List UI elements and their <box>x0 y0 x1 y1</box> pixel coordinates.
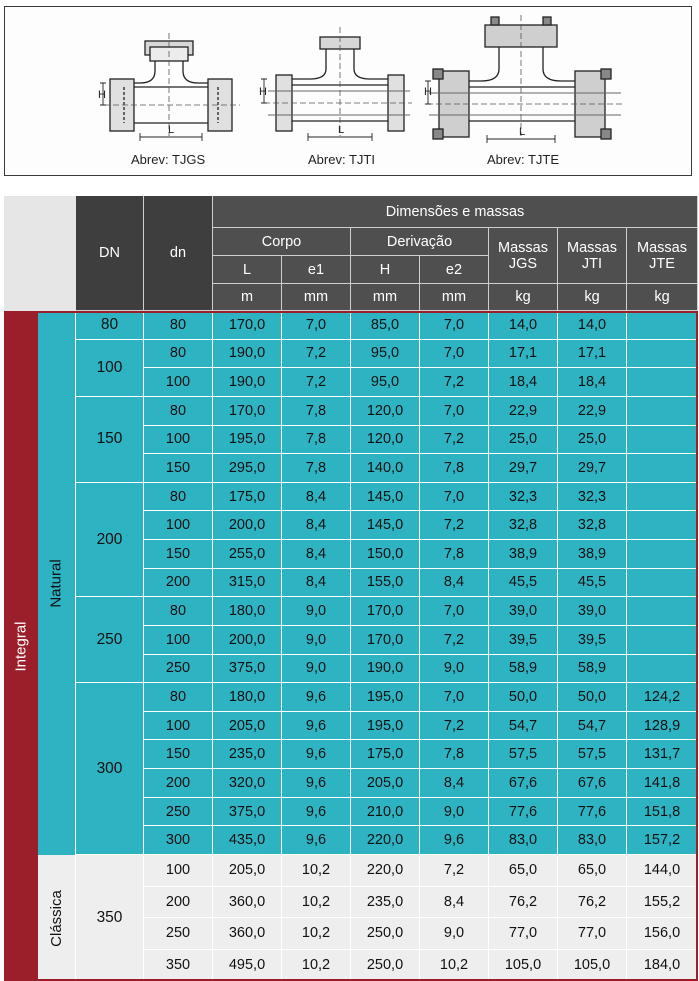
band-natural-label: Natural <box>48 558 66 608</box>
table-cell: 250,0 <box>351 918 420 950</box>
tee-tjgs-drawing <box>100 11 245 146</box>
header-dn-small: dn <box>144 196 213 311</box>
table-cell: 18,4 <box>489 368 558 397</box>
cell-massa-jte <box>627 655 698 684</box>
table-cell: 205,0 <box>213 712 282 741</box>
cell-dn-group: 80 <box>76 311 144 340</box>
table-cell: 495,0 <box>213 950 282 981</box>
table-cell: 145,0 <box>351 483 420 512</box>
table-cell: 77,0 <box>489 918 558 950</box>
table-cell: 50,0 <box>558 683 627 712</box>
table-cell: 7,0 <box>420 483 489 512</box>
cell-dn-small: 80 <box>144 683 213 712</box>
table-cell: 39,0 <box>558 597 627 626</box>
table-cell: 7,8 <box>282 397 351 426</box>
table-cell: 9,0 <box>282 655 351 684</box>
header-e2: e2 <box>420 256 489 284</box>
cell-dn-small: 200 <box>144 569 213 598</box>
cell-dn-small: 100 <box>144 426 213 455</box>
table-cell: 45,5 <box>558 569 627 598</box>
table-cell: 7,8 <box>282 426 351 455</box>
table-cell: 8,4 <box>282 511 351 540</box>
table-cell: 320,0 <box>213 769 282 798</box>
table-cell: 190,0 <box>213 368 282 397</box>
table-cell: 22,9 <box>489 397 558 426</box>
table-cell: 190,0 <box>351 655 420 684</box>
cell-massa-jte <box>627 340 698 369</box>
cell-dn-group: 150 <box>76 397 144 483</box>
band-natural <box>38 311 76 855</box>
table-cell: 10,2 <box>282 918 351 950</box>
cell-dn-small: 350 <box>144 950 213 981</box>
cell-dn-small: 250 <box>144 655 213 684</box>
table-cell: 29,7 <box>489 454 558 483</box>
table-cell: 175,0 <box>213 483 282 512</box>
table-cell: 195,0 <box>351 683 420 712</box>
cell-dn-small: 150 <box>144 740 213 769</box>
cell-dn-group: 300 <box>76 683 144 855</box>
table-cell: 77,6 <box>558 798 627 827</box>
header-massa-jgs-label: Massas JGS <box>498 239 548 272</box>
table-cell: 195,0 <box>213 426 282 455</box>
table-cell: 7,2 <box>420 855 489 887</box>
cell-massa-jte <box>627 454 698 483</box>
table-cell: 295,0 <box>213 454 282 483</box>
header-massa-jti <box>558 228 627 284</box>
table-cell: 65,0 <box>558 855 627 887</box>
table-cell: 18,4 <box>558 368 627 397</box>
table-cell: 10,2 <box>282 887 351 919</box>
table-cell: 57,5 <box>489 740 558 769</box>
header-e1: e1 <box>282 256 351 284</box>
table-cell: 9,6 <box>282 826 351 855</box>
table-cell: 7,2 <box>420 511 489 540</box>
table-cell: 9,6 <box>282 798 351 827</box>
table-cell: 32,3 <box>558 483 627 512</box>
unit-e2: mm <box>420 284 489 311</box>
table-cell: 7,8 <box>420 454 489 483</box>
table-cell: 32,8 <box>489 511 558 540</box>
table-cell: 76,2 <box>489 887 558 919</box>
table-cell: 85,0 <box>351 311 420 340</box>
cell-dn-small: 80 <box>144 397 213 426</box>
cell-massa-jte <box>627 626 698 655</box>
cell-massa-jte: 141,8 <box>627 769 698 798</box>
table-cell: 7,0 <box>420 340 489 369</box>
table-cell: 54,7 <box>558 712 627 741</box>
table-cell: 67,6 <box>558 769 627 798</box>
tee-tjti-drawing <box>260 11 415 146</box>
band-integral-label: Integral <box>12 620 30 672</box>
table-cell: 8,4 <box>282 569 351 598</box>
table-cell: 39,0 <box>489 597 558 626</box>
table-cell: 10,2 <box>282 855 351 887</box>
table-cell: 58,9 <box>489 655 558 684</box>
table-cell: 7,2 <box>282 340 351 369</box>
figure-h-label: H <box>259 86 267 98</box>
cell-massa-jte <box>627 511 698 540</box>
table-cell: 180,0 <box>213 597 282 626</box>
cell-dn-small: 100 <box>144 368 213 397</box>
cell-dn-small: 150 <box>144 454 213 483</box>
cell-massa-jte: 184,0 <box>627 950 698 981</box>
table-cell: 9,6 <box>420 826 489 855</box>
band-classica <box>38 855 76 981</box>
table-cell: 190,0 <box>213 340 282 369</box>
band-integral <box>4 311 38 981</box>
table-cell: 67,6 <box>489 769 558 798</box>
cell-massa-jte: 128,9 <box>627 712 698 741</box>
cell-dn-small: 100 <box>144 855 213 887</box>
table-cell: 235,0 <box>351 887 420 919</box>
header-massa-jti-label: Massas JTI <box>567 239 617 272</box>
table-cell: 205,0 <box>213 855 282 887</box>
dimensions-table <box>4 196 698 981</box>
table-cell: 7,0 <box>420 597 489 626</box>
header-derivacao: Derivação <box>351 228 489 256</box>
cell-massa-jte <box>627 597 698 626</box>
cell-dn-small: 150 <box>144 540 213 569</box>
cell-massa-jte <box>627 311 698 340</box>
table-cell: 8,4 <box>282 483 351 512</box>
table-cell: 7,8 <box>420 540 489 569</box>
table-cell: 7,2 <box>420 368 489 397</box>
table-cell: 45,5 <box>489 569 558 598</box>
cell-dn-small: 250 <box>144 918 213 950</box>
table-cell: 10,2 <box>420 950 489 981</box>
table-cell: 140,0 <box>351 454 420 483</box>
unit-massa-jte: kg <box>627 284 698 311</box>
table-cell: 7,0 <box>282 311 351 340</box>
table-cell: 7,8 <box>282 454 351 483</box>
table-cell: 105,0 <box>558 950 627 981</box>
unit-massa-jgs: kg <box>489 284 558 311</box>
cell-dn-small: 80 <box>144 483 213 512</box>
table-cell: 7,2 <box>420 712 489 741</box>
header-dimensoes-massas: Dimensões e massas <box>213 196 698 228</box>
table-cell: 17,1 <box>558 340 627 369</box>
cell-dn-small: 100 <box>144 712 213 741</box>
figure-l-label: L <box>168 124 175 136</box>
table-cell: 7,2 <box>282 368 351 397</box>
table-cell: 200,0 <box>213 626 282 655</box>
cell-massa-jte <box>627 397 698 426</box>
table-cell: 38,9 <box>489 540 558 569</box>
cell-dn-small: 250 <box>144 798 213 827</box>
figure-l-label: L <box>338 124 345 136</box>
header-H: H <box>351 256 420 284</box>
cell-massa-jte: 144,0 <box>627 855 698 887</box>
table-cell: 8,4 <box>420 769 489 798</box>
table-cell: 435,0 <box>213 826 282 855</box>
table-cell: 200,0 <box>213 511 282 540</box>
figure-l-label: L <box>519 126 526 138</box>
cell-dn-small: 200 <box>144 887 213 919</box>
cell-dn-group: 100 <box>76 340 144 397</box>
unit-massa-jti: kg <box>558 284 627 311</box>
table-cell: 9,6 <box>282 712 351 741</box>
table-cell: 170,0 <box>351 597 420 626</box>
table-cell: 170,0 <box>351 626 420 655</box>
table-cell: 7,8 <box>420 740 489 769</box>
table-cell: 7,2 <box>420 426 489 455</box>
table-cell: 54,7 <box>489 712 558 741</box>
table-cell: 170,0 <box>213 311 282 340</box>
cell-massa-jte <box>627 483 698 512</box>
table-cell: 7,0 <box>420 683 489 712</box>
unit-L: m <box>213 284 282 311</box>
cell-massa-jte: 157,2 <box>627 826 698 855</box>
table-cell: 10,2 <box>282 950 351 981</box>
table-cell: 205,0 <box>351 769 420 798</box>
table-cell: 375,0 <box>213 798 282 827</box>
header-massa-jte-label: Massas JTE <box>637 239 687 272</box>
cell-massa-jte <box>627 368 698 397</box>
header-massa-jgs <box>489 228 558 284</box>
table-cell: 39,5 <box>489 626 558 655</box>
table-cell: 235,0 <box>213 740 282 769</box>
table-cell: 7,0 <box>420 311 489 340</box>
tee-tjte-drawing <box>425 11 625 146</box>
table-grid <box>4 196 698 981</box>
table-cell: 32,3 <box>489 483 558 512</box>
figure-caption-tjgs: Abrev: TJGS <box>131 152 206 167</box>
table-cell: 95,0 <box>351 340 420 369</box>
cell-dn-small: 80 <box>144 340 213 369</box>
table-cell: 9,6 <box>282 683 351 712</box>
table-cell: 220,0 <box>351 855 420 887</box>
header-L: L <box>213 256 282 284</box>
table-cell: 120,0 <box>351 426 420 455</box>
table-cell: 9,0 <box>420 655 489 684</box>
cell-dn-group: 250 <box>76 597 144 683</box>
table-cell: 180,0 <box>213 683 282 712</box>
table-cell: 7,0 <box>420 397 489 426</box>
table-cell: 210,0 <box>351 798 420 827</box>
table-cell: 14,0 <box>558 311 627 340</box>
table-cell: 360,0 <box>213 918 282 950</box>
table-cell: 195,0 <box>351 712 420 741</box>
table-cell: 105,0 <box>489 950 558 981</box>
table-cell: 39,5 <box>558 626 627 655</box>
table-cell: 22,9 <box>558 397 627 426</box>
header-dn: DN <box>76 196 144 311</box>
cell-massa-jte: 155,2 <box>627 887 698 919</box>
table-cell: 25,0 <box>489 426 558 455</box>
table-cell: 360,0 <box>213 887 282 919</box>
cell-dn-small: 300 <box>144 826 213 855</box>
cell-dn-group: 200 <box>76 483 144 598</box>
table-cell: 8,4 <box>420 569 489 598</box>
table-cell: 175,0 <box>351 740 420 769</box>
table-cell: 9,0 <box>282 626 351 655</box>
table-cell: 250,0 <box>351 950 420 981</box>
table-cell: 220,0 <box>351 826 420 855</box>
unit-e1: mm <box>282 284 351 311</box>
table-cell: 77,6 <box>489 798 558 827</box>
cell-massa-jte <box>627 569 698 598</box>
figure-h-label: H <box>424 86 432 98</box>
unit-H: mm <box>351 284 420 311</box>
cell-massa-jte: 156,0 <box>627 918 698 950</box>
cell-dn-small: 100 <box>144 511 213 540</box>
table-cell: 8,4 <box>282 540 351 569</box>
table-cell: 95,0 <box>351 368 420 397</box>
figure-caption-tjte: Abrev: TJTE <box>487 152 560 167</box>
table-cell: 50,0 <box>489 683 558 712</box>
cell-dn-small: 200 <box>144 769 213 798</box>
table-cell: 375,0 <box>213 655 282 684</box>
table-cell: 170,0 <box>213 397 282 426</box>
table-cell: 83,0 <box>489 826 558 855</box>
table-cell: 155,0 <box>351 569 420 598</box>
table-cell: 9,0 <box>282 597 351 626</box>
table-cell: 145,0 <box>351 511 420 540</box>
cell-massa-jte: 131,7 <box>627 740 698 769</box>
cell-massa-jte <box>627 426 698 455</box>
table-cell: 29,7 <box>558 454 627 483</box>
cell-dn-group: 350 <box>76 855 144 981</box>
figure-h-label: H <box>98 89 106 101</box>
table-cell: 14,0 <box>489 311 558 340</box>
table-cell: 58,9 <box>558 655 627 684</box>
cell-massa-jte: 151,8 <box>627 798 698 827</box>
figure-caption-tjti: Abrev: TJTI <box>308 152 375 167</box>
table-cell: 255,0 <box>213 540 282 569</box>
table-cell: 120,0 <box>351 397 420 426</box>
table-cell: 76,2 <box>558 887 627 919</box>
cell-dn-small: 80 <box>144 311 213 340</box>
table-cell: 57,5 <box>558 740 627 769</box>
table-cell: 7,2 <box>420 626 489 655</box>
table-cell: 8,4 <box>420 887 489 919</box>
cell-massa-jte: 124,2 <box>627 683 698 712</box>
figure-panel <box>4 6 692 176</box>
table-cell: 9,0 <box>420 798 489 827</box>
table-cell: 77,0 <box>558 918 627 950</box>
table-cell: 25,0 <box>558 426 627 455</box>
table-cell: 9,6 <box>282 740 351 769</box>
table-cell: 38,9 <box>558 540 627 569</box>
band-classica-label: Clássica <box>48 889 65 947</box>
table-cell: 83,0 <box>558 826 627 855</box>
table-cell: 315,0 <box>213 569 282 598</box>
header-massa-jte <box>627 228 698 284</box>
table-cell: 9,0 <box>420 918 489 950</box>
cell-dn-small: 80 <box>144 597 213 626</box>
table-cell: 9,6 <box>282 769 351 798</box>
header-corpo: Corpo <box>213 228 351 256</box>
cell-massa-jte <box>627 540 698 569</box>
table-cell: 17,1 <box>489 340 558 369</box>
cell-dn-small: 100 <box>144 626 213 655</box>
table-cell: 150,0 <box>351 540 420 569</box>
table-cell: 65,0 <box>489 855 558 887</box>
table-cell: 32,8 <box>558 511 627 540</box>
